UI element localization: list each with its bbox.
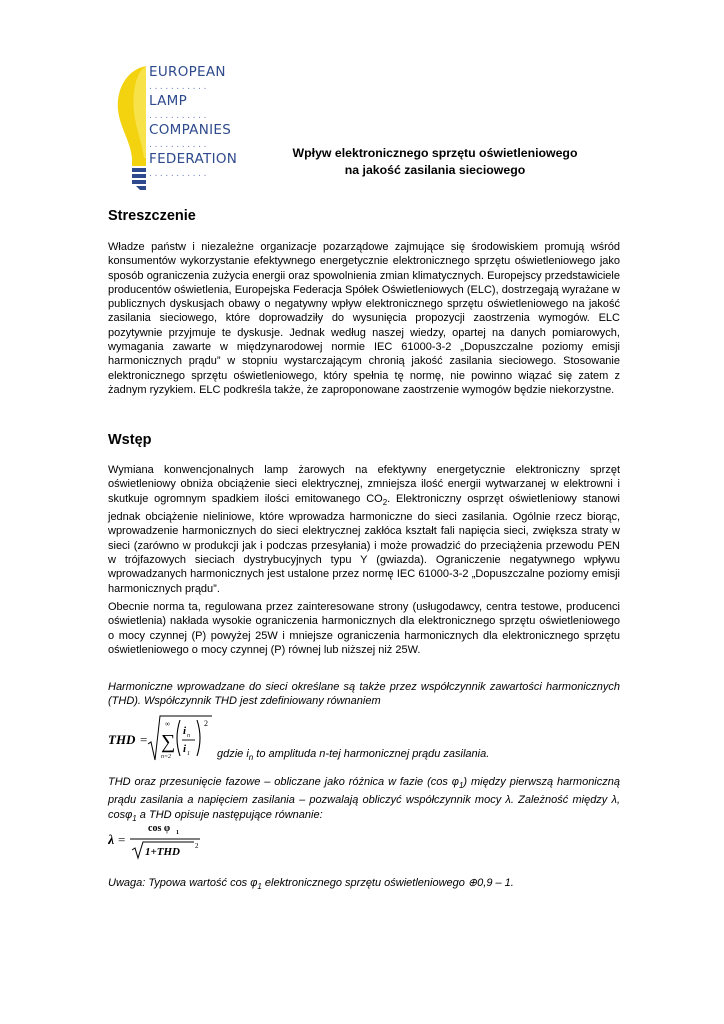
eq-frac-den-sub: 1 (187, 751, 190, 757)
eq-sum-bottom: n=2 (161, 754, 172, 760)
logo-dots: ........... (149, 169, 210, 179)
eq-frac-den: i (183, 743, 187, 755)
eq-equals-2: = (118, 832, 126, 847)
eq-cos-phi-sub: 1 (176, 830, 179, 836)
eq-frac-num: i (183, 725, 187, 737)
eq-sum-top: ∞ (165, 720, 170, 728)
intro-paragraph-2: Obecnie norma ta, regulowana przez zainteresowane strony (usługodawcy, centra testowe, producenci oświetlenia) nakłada wysokie ograniczenia harmonicznych dla elektronicznego sprzętu oświetleniowego o mocy czynnej (P) powyżej 25W i mniejsze ograniczenia harmonicznych dla elektronicznego sprzętu oświetleniowego o mocy czynnej (P) równej lub niższej niż 25W. (108, 601, 620, 656)
eq-sum-symbol: ∑ (161, 731, 176, 753)
note-paragraph: Uwaga: Typowa wartość $\cos \varphi_1$ elektronicznego sprzętu oświetleniowego ⊕0,9 – 1. (108, 877, 514, 892)
eq-power: 2 (204, 719, 208, 728)
logo-line-lamp: LAMP (149, 93, 188, 109)
abstract-paragraph: Władze państw i niezależne organizacje pozarządowe zajmujące się środowiskiem promują wśród konsumentów wykorzystanie efektywnego energetycznie elektronicznego sprzętu oświetleniowego jako sposób ograniczenia zużycia energii oraz spowolnienia zmian klimatycznych. Europejscy przedstawiciele producentów oświetlenia, Europejska Federacja Spółek Oświetleniowych (ELC), dostrzegają wyrażane w publicznych dyskusjach obawy o negatywny wpływ elektronicznego sprzętu oświetleniowego na jakość zasilania sieciowego, które doprowadziły do wysunięcia propozycji zaostrzenia wymogów. ELC pozytywnie przyjmuje te dyskusje. Jednak według naszej wiedzy, opartej na danych pomiarowych, wymagania zawarte w międzynarodowej normie IEC 61000-3-2 „Dopuszczalne poziomy emisji harmonicznych prądu” w stopniu wystarczającym chronią jakość zasilania sieciowego. Stosowanie elektronicznego sprzętu oświetleniowego, który spełnia tę normę, nie powinno wiązać się zatem z żadnym ryzykiem. ELC podkreśla także, że zaproponowane zaostrzenie wymogów będzie niekorzystne. (108, 241, 620, 396)
eq-cos-phi: cos φ (148, 823, 171, 834)
logo-line-federation: FEDERATION (149, 151, 238, 167)
eq-thd-lhs: THD (108, 732, 136, 747)
intro-paragraph-1: Wymiana konwencjonalnych lamp żarowych na efektywny energetycznie elektroniczny sprzęt oświetleniowy obniża obciążenie sieci elektrycznej, zmniejsza ilość energii wytwarzanej w elektrowni i skutkuje ogromnym spadkiem ilości emitowanego $CO_2$. Elektroniczny osprzęt oświetleniowy stanowi jednak obciążenie nieliniowe, które wprowadza harmoniczne do sieci zasilania. Ogólnie rzecz biorąc, wprowadzenie harmonicznych do sieci elektrycznej zakłóca kształt fali napięcia sieci, zwiększa straty w sieci (zarówno w produkcji jak i podczas przesyłania) i może prowadzić do przeciążenia przewodu PEN w trójfazowych sieciach dystrybucyjnych typu Y (gwiazda). Ograniczenie negatywnego wpływu wprowadzanych harmonicznych jest ustalone przez normę IEC 61000-3-2 „Dopuszczalne poziomy emisji harmonicznych prądu”. (108, 464, 620, 595)
document-title (250, 145, 620, 179)
thd-equation-caption: gdzie $i_n$ to amplituda n-tej harmonicznej prądu zasilania. (217, 748, 490, 763)
elc-logo-text (149, 66, 237, 182)
title-line-1: Wpływ elektronicznego sprzętu oświetleniowego (292, 146, 578, 160)
eq-equals: = (140, 732, 148, 747)
intro-paragraph-3: Harmoniczne wprowadzane do sieci określane są także przez współczynnik zawartości harmonicznych (THD). Współczynnik THD jest zdefiniowany równaniem (108, 681, 620, 708)
intro-heading: Wstęp (108, 432, 152, 448)
thd-equation (108, 714, 213, 764)
logo-dots: ........... (149, 111, 210, 121)
logo-dots: ........... (149, 140, 210, 150)
title-line-2: na jakość zasilania sieciowego (344, 163, 526, 177)
eq-lambda: λ (108, 833, 115, 848)
logo-dots: ........... (149, 82, 210, 92)
abstract-heading: Streszczenie (108, 208, 196, 224)
eq-denominator-power: 2 (195, 842, 199, 850)
eq-frac-num-sub: n (187, 733, 190, 739)
logo-line-european: EUROPEAN (149, 64, 226, 80)
power-factor-equation (108, 820, 203, 860)
logo-line-companies: COMPANIES (149, 122, 232, 138)
intro-paragraph-4: THD oraz przesunięcie fazowe – obliczane jako różnica w fazie (cos $\varphi_1$) między pierwszą harmoniczną prądu zasilania a napięciem zasilania – pozwalają obliczyć współczynnik mocy λ. Zależność między λ, cosφ$_1$ a THD opisuje następujące równanie: (108, 776, 620, 823)
eq-denominator: 1+THD (145, 846, 180, 858)
